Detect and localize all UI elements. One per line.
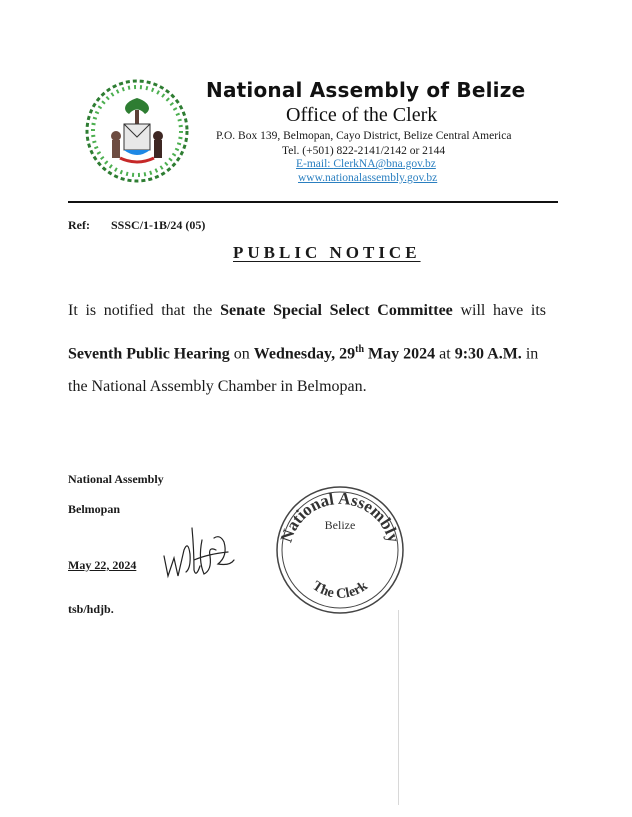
telephone: Tel. (+501) 822-2141/2142 or 2144: [282, 145, 446, 157]
notice-paragraph-line-2: [68, 340, 546, 364]
stamp-top-text: National Assembly: [276, 488, 404, 545]
reference: [68, 218, 205, 233]
date-ordinal: th: [355, 344, 365, 355]
office-name: Office of the Clerk: [286, 104, 438, 126]
typist-initials: tsb/hdjb.: [68, 602, 114, 616]
website-link[interactable]: www.nationalassembly.gov.bz: [298, 172, 438, 184]
reference-value: SSSC/1-1B/24 (05): [111, 218, 206, 232]
header-divider: [68, 201, 558, 203]
text-run: on: [229, 345, 254, 363]
stamp-bottom-text: The Clerk: [309, 578, 371, 602]
closing-line-2: Belmopan: [68, 502, 121, 516]
hearing-name: Seventh Public Hearing: [68, 345, 230, 363]
hearing-day: Wednesday, 29: [253, 345, 356, 363]
committee-name: Senate Special Select Committee: [220, 302, 453, 319]
email-label: E-mail:: [296, 158, 331, 170]
reference-label: Ref:: [68, 218, 90, 232]
official-stamp: [274, 484, 406, 614]
closing-line-1: National Assembly: [68, 472, 164, 486]
notice-paragraph-line-1: [68, 301, 546, 321]
hearing-time: 9:30 A.M.: [454, 345, 522, 363]
email-link[interactable]: ClerkNA@bna.gov.bz: [333, 158, 436, 170]
belize-coat-of-arms-logo: [84, 78, 190, 184]
handwritten-signature: [158, 520, 238, 582]
text-run: at: [435, 345, 455, 363]
closing-date: May 22, 2024: [68, 558, 137, 572]
scan-artifact-line: [398, 610, 399, 805]
postal-address: P.O. Box 139, Belmopan, Cayo District, Belize Central America: [216, 130, 512, 142]
text-run: will have its: [452, 302, 547, 319]
notice-paragraph-line-3: the National Assembly Chamber in Belmopan.: [68, 378, 367, 395]
email-line[interactable]: [296, 158, 436, 170]
text-run: in: [521, 345, 539, 363]
hearing-month-year: May 2024: [364, 345, 436, 363]
text-run: It is notified that the: [68, 302, 221, 319]
organization-name: National Assembly of Belize: [206, 78, 526, 102]
notice-title: PUBLIC NOTICE: [233, 243, 421, 262]
stamp-center-text: Belize: [324, 518, 356, 532]
